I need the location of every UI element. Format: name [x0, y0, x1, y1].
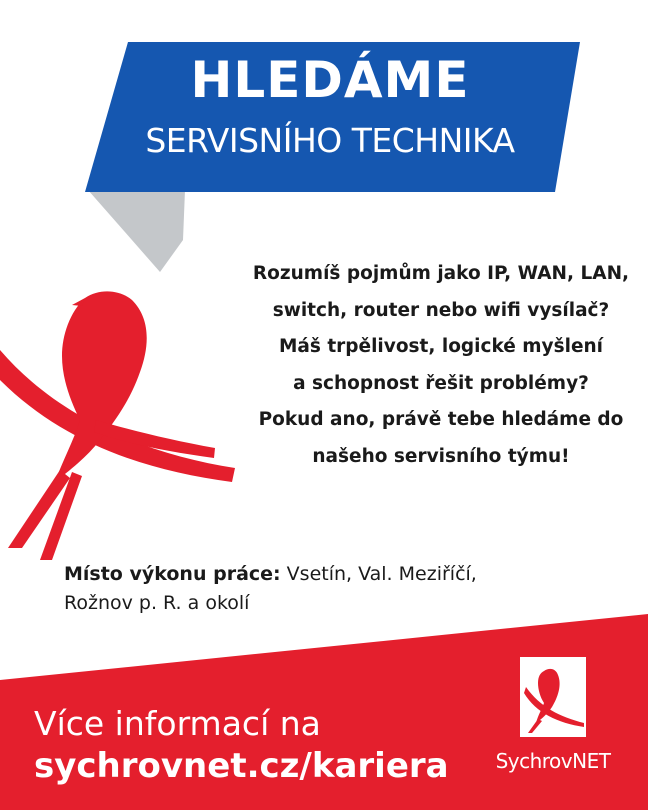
headline-subtitle: SERVISNÍHO TECHNIKA	[145, 121, 515, 160]
cta-line1: Více informací na	[34, 704, 321, 743]
logo-swallow-icon	[520, 657, 586, 737]
swallow-bird-icon	[0, 291, 235, 560]
headline-title: HLEDÁME	[190, 51, 470, 109]
careers-link[interactable]: sychrovnet.cz/kariera	[34, 746, 449, 786]
job-description	[232, 256, 648, 475]
work-location	[64, 560, 584, 618]
call-to-action	[34, 704, 514, 788]
description-line: a schopnost řešit problémy?	[293, 372, 589, 394]
banner-tail-shadow	[88, 190, 185, 272]
description-line: switch, router nebo wifi vysílač?	[272, 299, 610, 321]
logo-text: SychrovNET	[495, 749, 611, 773]
location-value-line1: Vsetín, Val. Meziříčí,	[280, 563, 477, 585]
description-line: našeho servisního týmu!	[312, 445, 570, 467]
location-value-line2: Rožnov p. R. a okolí	[64, 592, 250, 614]
description-line: Máš trpělivost, logické myšlení	[278, 336, 604, 357]
description-line: Rozumíš pojmům jako IP, WAN, LAN,	[252, 263, 630, 284]
location-label: Místo výkonu práce:	[64, 563, 281, 585]
description-line: Pokud ano, právě tebe hledáme do	[258, 409, 624, 430]
sychrovnet-logo	[488, 657, 618, 787]
logo-box	[520, 657, 586, 737]
